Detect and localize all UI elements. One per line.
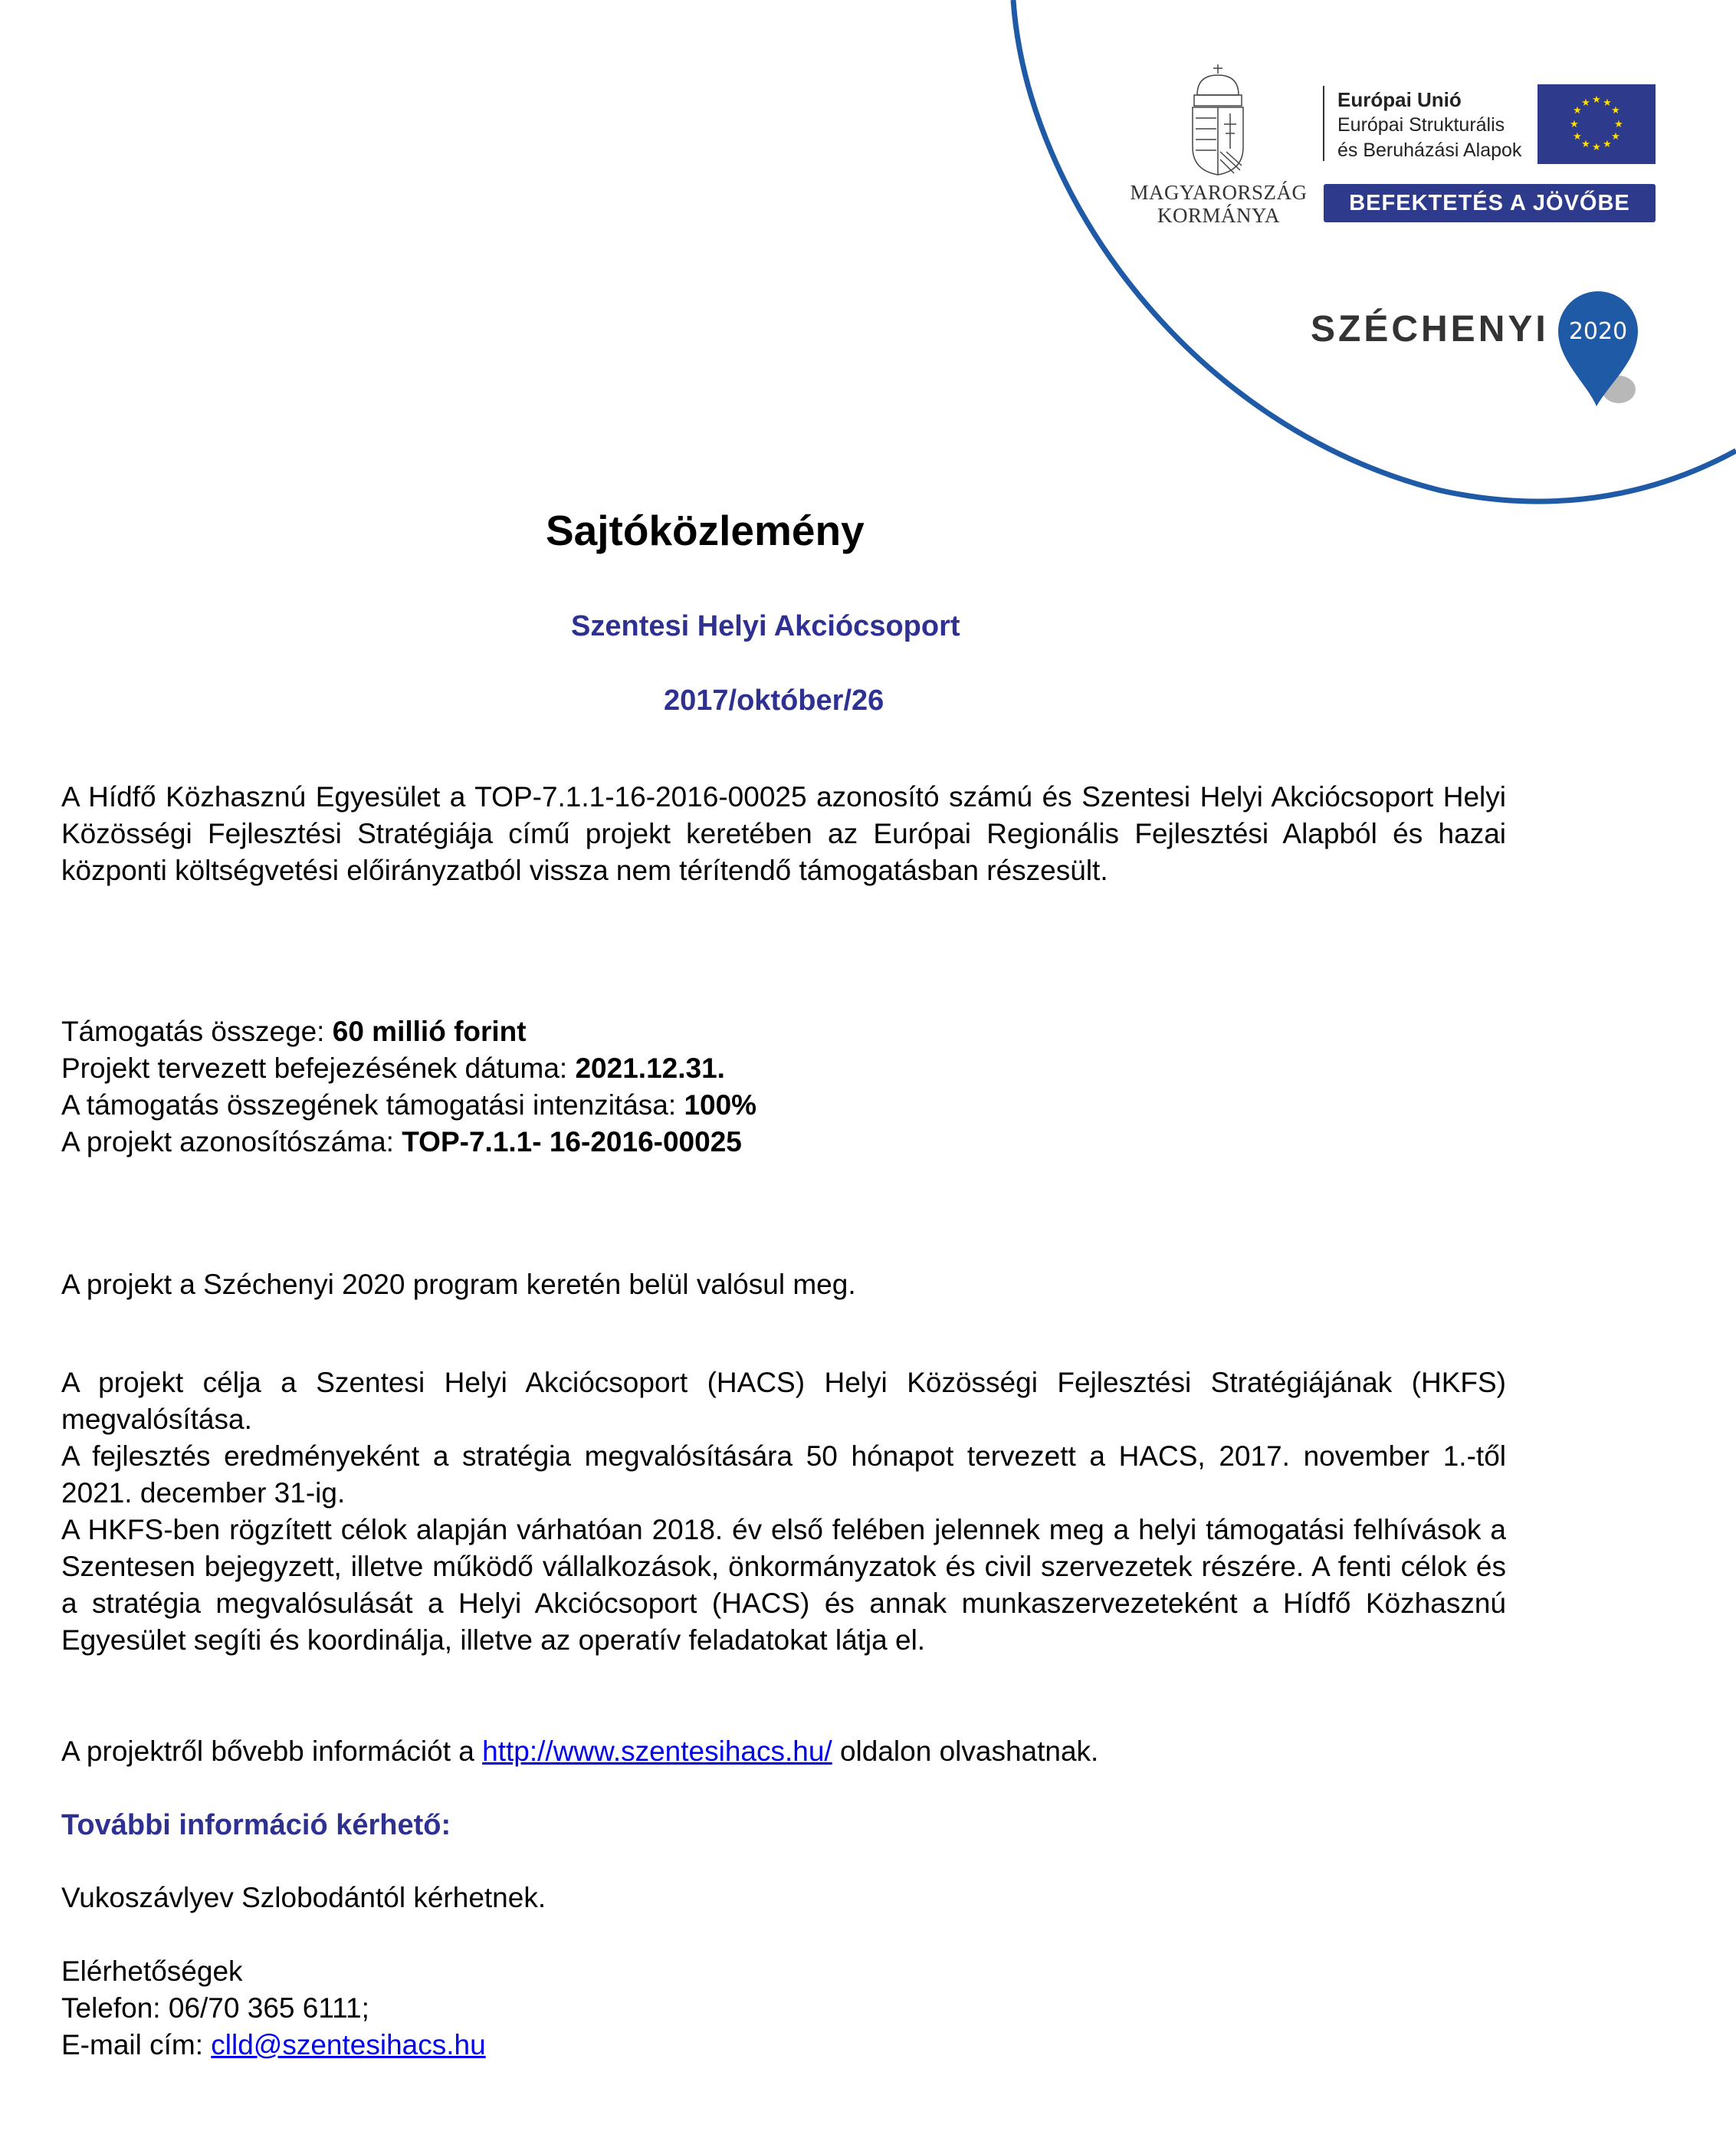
svg-text:★: ★ [1570, 119, 1579, 130]
eu-funds-line2: Európai Strukturális [1337, 114, 1505, 136]
szechenyi-wordmark: SZÉCHENYI [1311, 309, 1549, 350]
svg-text:★: ★ [1603, 139, 1612, 150]
intro-paragraph: A Hídfő Közhasznú Egyesület a TOP-7.1.1-16-2016-00025 azonosító számú és Szentesi Helyi Akciócsoport Helyi Közösségi Fejlesztési Stratégiája című projekt keretében az Európai Regionális Fejlesztési Alapból és hazai központi költségvetési előirányzatból vissza nem térítendő támogatásban részesült. [61, 781, 1506, 886]
program-note: A projekt a Széchenyi 2020 program keretén belül valósul meg. [61, 1269, 856, 1300]
grant-amount-value: 60 millió forint [332, 1016, 527, 1047]
intensity-value: 100% [684, 1089, 757, 1121]
eu-funds-line3: és Beruházási Alapok [1337, 140, 1522, 161]
organization-name: Szentesi Helyi Akciócsoport [571, 610, 960, 642]
goal-paragraph: A HKFS-ben rögzített célok alapján várhatóan 2018. év első felében jelennek meg a helyi támogatási felhívások a Szentesen bejegyzett, illetve működő vállalkozások, önkormányzatok és civil szervezetek részére. A fenti célok és a stratégia megvalósulását a Helyi Akciócsoport (HACS) és annak munkaszervezeteként a Hídfő Közhasznú Egyesület segíti és koordinálja, illetve az operatív feladatokat látja el. [61, 1514, 1506, 1656]
eu-flag-icon [1537, 84, 1656, 164]
svg-text:★: ★ [1603, 97, 1612, 109]
svg-text:★: ★ [1581, 139, 1590, 150]
fact-project-id: A projekt azonosítószáma: TOP-7.1.1- 16-2016-00025 [61, 1126, 742, 1157]
logo-divider [1323, 86, 1324, 161]
contacts-heading: Elérhetőségek [61, 1955, 243, 1987]
hungarian-coat-of-arms-icon [1186, 63, 1249, 176]
fact-intensity: A támogatás összegének támogatási intenzitása: 100% [61, 1089, 757, 1121]
svg-text:★: ★ [1592, 94, 1601, 106]
svg-text:★: ★ [1592, 142, 1601, 153]
government-logo-text [1127, 181, 1311, 227]
svg-text:★: ★ [1573, 131, 1582, 143]
further-info-heading: További információ kérhető: [61, 1809, 451, 1841]
phone-number: 06/70 365 6111; [168, 1992, 369, 2024]
svg-text:★: ★ [1573, 105, 1582, 117]
website-link[interactable]: http://www.szentesihacs.hu/ [482, 1735, 832, 1767]
project-id-value: TOP-7.1.1- 16-2016-00025 [402, 1126, 742, 1157]
goal-paragraph: A projekt célja a Szentesi Helyi Akciócsoport (HACS) Helyi Közösségi Fejlesztési Stratégiájának (HKFS) megvalósítása. [61, 1367, 1506, 1435]
eu-title: Európai Unió [1337, 88, 1462, 111]
decorative-blue-arc [0, 0, 1736, 537]
svg-text:★: ★ [1611, 131, 1620, 143]
end-date-value: 2021.12.31. [575, 1052, 725, 1084]
eu-funds-text [1337, 87, 1521, 163]
svg-text:2020: 2020 [1568, 318, 1628, 345]
email-line: E-mail cím: clld@szentesihacs.hu [61, 2029, 486, 2060]
government-name-line1: MAGYARORSZÁG [1130, 181, 1308, 204]
goal-section [61, 1364, 1506, 1659]
fact-grant-amount: Támogatás összege: 60 millió forint [61, 1016, 527, 1047]
investment-banner: BEFEKTETÉS A JÖVŐBE [1324, 184, 1656, 222]
government-name-line2: KORMÁNYA [1157, 204, 1280, 227]
contacts-block [61, 1953, 1506, 2064]
svg-text:★: ★ [1611, 105, 1620, 117]
phone-line: Telefon: 06/70 365 6111; [61, 1992, 369, 2024]
email-link[interactable]: clld@szentesihacs.hu [211, 2029, 486, 2060]
fact-end-date: Projekt tervezett befejezésének dátuma: 2021.12.31. [61, 1052, 725, 1084]
page-title: Sajtóközlemény [546, 507, 865, 554]
contact-person: Vukoszávlyev Szlobodántól kérhetnek. [61, 1882, 546, 1913]
release-date: 2017/október/26 [664, 685, 884, 717]
project-facts [61, 1013, 1506, 1161]
more-info-line: A projektről bővebb információt a http://www.szentesihacs.hu/ oldalon olvashatnak. [61, 1735, 1099, 1767]
szechenyi-2020-pin-icon [1548, 291, 1656, 414]
goal-paragraph: A fejlesztés eredményeként a stratégia megvalósítására 50 hónapot tervezett a HACS, 2017. november 1.-től 2021. december 31-ig. [61, 1440, 1506, 1509]
svg-text:★: ★ [1581, 97, 1590, 109]
svg-text:★: ★ [1614, 119, 1623, 130]
